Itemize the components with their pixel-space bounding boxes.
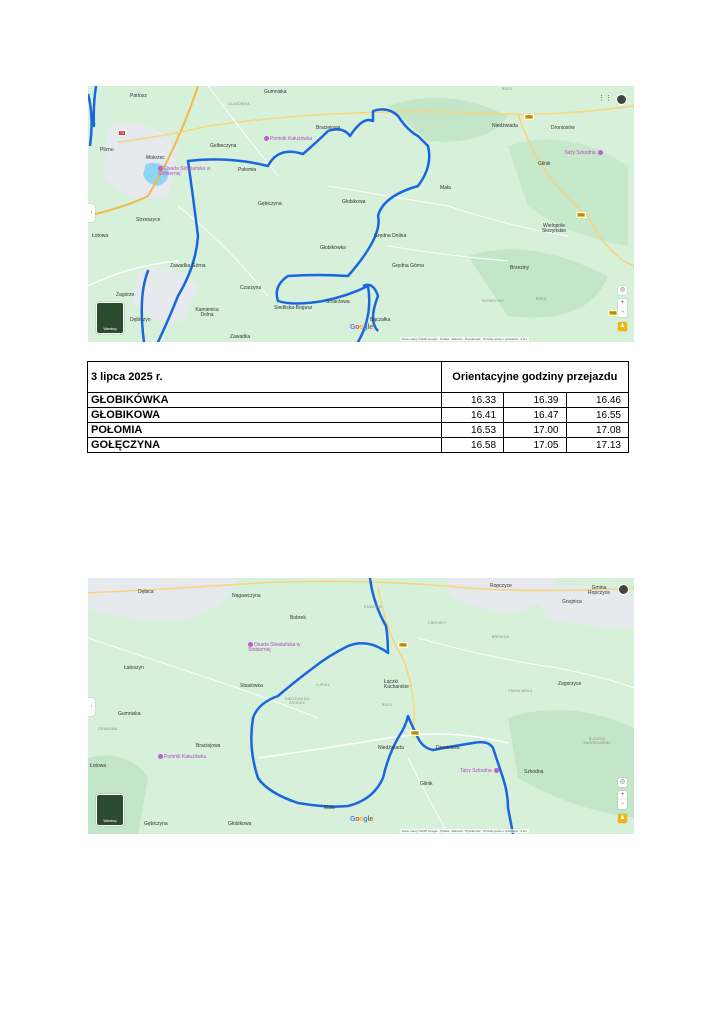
stop-name: GŁOBIKOWA — [88, 408, 442, 423]
place-gelbeczyna: Gelbeczyna — [210, 143, 237, 149]
area-budy-2: BUDY — [382, 703, 393, 707]
expand-panel-tab-2[interactable]: › — [88, 698, 95, 716]
time-cell: 16.47 — [504, 408, 566, 423]
place-gnojnica: Gnojnica — [562, 599, 582, 605]
route-map-2[interactable] — [88, 578, 634, 834]
place-braciejowa-2: Braciejowa — [196, 743, 221, 749]
place-debica: Dębica — [138, 589, 154, 595]
zoom-out-button[interactable]: − — [618, 308, 627, 317]
time-cell: 16.53 — [441, 423, 503, 438]
place-czarzyna: Czarzyna — [240, 285, 262, 291]
area-gmina-wola: GMINA WOLA — [508, 689, 533, 693]
place-glasowka: GŁASÓWKA — [228, 102, 250, 106]
area-serdeckie: SERDECKIE — [482, 299, 505, 303]
locate-me-icon-2[interactable]: ◎ — [619, 779, 626, 785]
table-row — [88, 393, 629, 408]
place-globikowka: Głobikówka — [320, 245, 346, 251]
place-gebiczyna: Gębiczyna — [258, 201, 282, 207]
place-globikowa-2: Głobikowa — [228, 821, 252, 827]
place-zawadka-gorna: Zawadka Górna — [170, 263, 206, 269]
poi-pomnik[interactable]: Pomnik Kałużówka — [264, 136, 312, 142]
area-rzeki: RZEKI — [536, 297, 548, 301]
poi-osada[interactable]: Osada Słowiańska w Stobiernej — [158, 165, 211, 177]
place-mokrzec: Mokrzec — [146, 155, 165, 161]
layers-button-2[interactable]: Warstwy — [96, 794, 124, 826]
road-badge-73: 73 — [120, 131, 124, 135]
time-cell: 17.13 — [566, 438, 629, 453]
place-bobrek: Bobrek — [290, 615, 306, 621]
place-glinik: Glinik — [538, 161, 551, 167]
expand-panel-tab[interactable]: › — [88, 204, 95, 222]
road-badge-986-c: 986 — [610, 311, 616, 315]
table-row — [88, 438, 629, 453]
place-stasiowka: Stasiówka — [240, 683, 263, 689]
schedule-table — [87, 361, 629, 453]
place-gumniska-2: Gumniska — [118, 711, 141, 717]
place-partosz: Partosz — [130, 93, 147, 99]
place-globikowa: Głobikowa — [342, 199, 366, 205]
stop-name: GŁOBIKÓWKA — [88, 393, 442, 408]
poi-pomnik-2[interactable]: Pomnik Kałużówka — [158, 754, 206, 760]
place-barzalka: Bączałka — [370, 317, 391, 323]
place-laloszyn: Łaloszyn — [124, 665, 144, 671]
pomnik-icon — [264, 136, 269, 141]
area-niedzwiada-srodek: NIEDŹWIADA ŚRODEK — [285, 697, 309, 705]
time-cell: 16.33 — [441, 393, 503, 408]
map2-base-layer — [88, 578, 634, 834]
place-mala: Mała — [440, 185, 451, 191]
place-gredna-gorna: Grędna Górna — [392, 263, 424, 269]
table-row — [88, 423, 629, 438]
locate-me-icon[interactable]: ◎ — [619, 287, 626, 293]
road-badge-986: 986 — [526, 115, 532, 119]
poi-osada-2[interactable]: Osada Słowiańska w Stobiernej — [248, 641, 301, 653]
zoom-out-button-2[interactable]: − — [618, 800, 627, 809]
area-brenica: BRENICA — [492, 635, 509, 639]
place-lotowa: Łotowa — [92, 233, 109, 239]
time-cell: 16.39 — [504, 393, 566, 408]
user-avatar[interactable] — [616, 94, 627, 105]
street-view-pegman-icon[interactable]: ♟ — [619, 323, 626, 329]
pomnik-icon-2 — [158, 754, 163, 759]
place-siedliska: Siedliska-Bogusz — [274, 305, 313, 311]
place-debiczyn: Dębiczyn — [130, 317, 151, 323]
tatry-icon — [598, 150, 603, 155]
place-ropczyce-city: Gmina Ropczyce — [588, 585, 610, 596]
time-cell: 17.00 — [504, 423, 566, 438]
time-cell: 16.41 — [441, 408, 503, 423]
place-polomia: Połomia — [238, 167, 257, 173]
place-zawadka: Zawadka — [230, 334, 251, 340]
time-cell: 16.58 — [441, 438, 503, 453]
map1-attribution: Dane mapy ©2025 Google Polska Warunki Prywatność Prześlij opinię o produkcie 2 km — [402, 337, 527, 341]
time-cell: 16.46 — [566, 393, 629, 408]
area-chechly: CHECHŁY — [428, 621, 447, 625]
place-nagawczyna: Nagawczyna — [232, 593, 261, 599]
place-dronioszow-2: Droniosów — [436, 745, 460, 751]
place-gebiczyna-2: Gębiczyna — [144, 821, 168, 827]
street-view-pegman-icon-2[interactable]: ♟ — [619, 815, 626, 821]
google-logo: Google — [350, 324, 373, 331]
zoom-in-button-2[interactable]: + — [618, 791, 627, 800]
stop-name: GOŁĘCZYNA — [88, 438, 442, 453]
place-gumniska: Gumniska — [264, 89, 287, 95]
time-cell: 17.05 — [504, 438, 566, 453]
place-gredna-dolina: Grędna Dolina — [374, 233, 407, 239]
place-niedzwiada: Niedźwiada — [492, 123, 518, 129]
area-kamionki: KAMIONKI — [364, 605, 383, 609]
map2-attribution: Dane mapy ©2025 Google Polska Warunki Prywatność Prześlij opinię o produkcie 2 km — [402, 829, 527, 833]
road-badge-986-b: 986 — [578, 213, 584, 217]
place-strzeszyce: Strzeszyce — [136, 217, 161, 223]
place-pilzno: Pilzno — [100, 147, 114, 153]
zoom-in-button[interactable]: + — [618, 299, 627, 308]
place-braciejowa: Braciejowa — [316, 125, 341, 131]
schedule-date: 3 lipca 2025 r. — [88, 362, 442, 393]
place-szkodna: Szkodna — [524, 769, 544, 775]
place-kamienica: Kamienica Dolna — [195, 307, 219, 318]
google-logo-2: Google — [350, 816, 373, 823]
area-grabowa: GRABOWA — [98, 727, 118, 731]
table-row — [88, 408, 629, 423]
place-zagorze: Zagórze — [116, 292, 135, 298]
poi-tatry-2[interactable]: Tatry Szkodna — [460, 768, 500, 774]
place-zagorzyce: Zagorzyce — [558, 681, 582, 687]
user-avatar-2[interactable] — [618, 584, 629, 595]
area-budzisz: BUDZISZ ZAGÓRZAŃSKI — [583, 737, 611, 745]
tatry-icon-2 — [494, 768, 499, 773]
place-lotowa-2: Łotowa — [90, 763, 107, 769]
place-glinik-2: Glinik — [420, 781, 433, 787]
road-badge-986-d: 986 — [400, 643, 406, 647]
poi-tatry[interactable]: Tatry Szkodna — [564, 150, 604, 156]
area-lupiny: LUPINY — [316, 683, 330, 687]
apps-grid-icon[interactable]: ⋮⋮ — [598, 95, 612, 102]
place-brzeziny: Brzeziny — [510, 265, 530, 271]
area-budy: BUDY — [502, 87, 513, 91]
time-cell: 17.08 — [566, 423, 629, 438]
place-ropczyce-top: Ropczyce — [490, 583, 512, 589]
place-smarzowa: Smarżowa — [326, 299, 350, 305]
place-laczki: Łączki Kucharskie — [384, 679, 409, 690]
place-wielopole: Wielopole Skrzyńskie — [541, 223, 567, 234]
road-badge-986-e: 986 — [412, 731, 418, 735]
schedule-header: Orientacyjne godziny przejazdu — [441, 362, 628, 393]
place-niedzwiada-2: Niedźwiada — [378, 745, 404, 751]
layers-button[interactable]: Warstwy — [96, 302, 124, 334]
route-map-1[interactable] — [88, 86, 634, 342]
stop-name: POŁOMIA — [88, 423, 442, 438]
place-dronioszow: Droniosów — [551, 125, 575, 131]
time-cell: 16.55 — [566, 408, 629, 423]
place-mala-2: Mała — [324, 805, 335, 811]
